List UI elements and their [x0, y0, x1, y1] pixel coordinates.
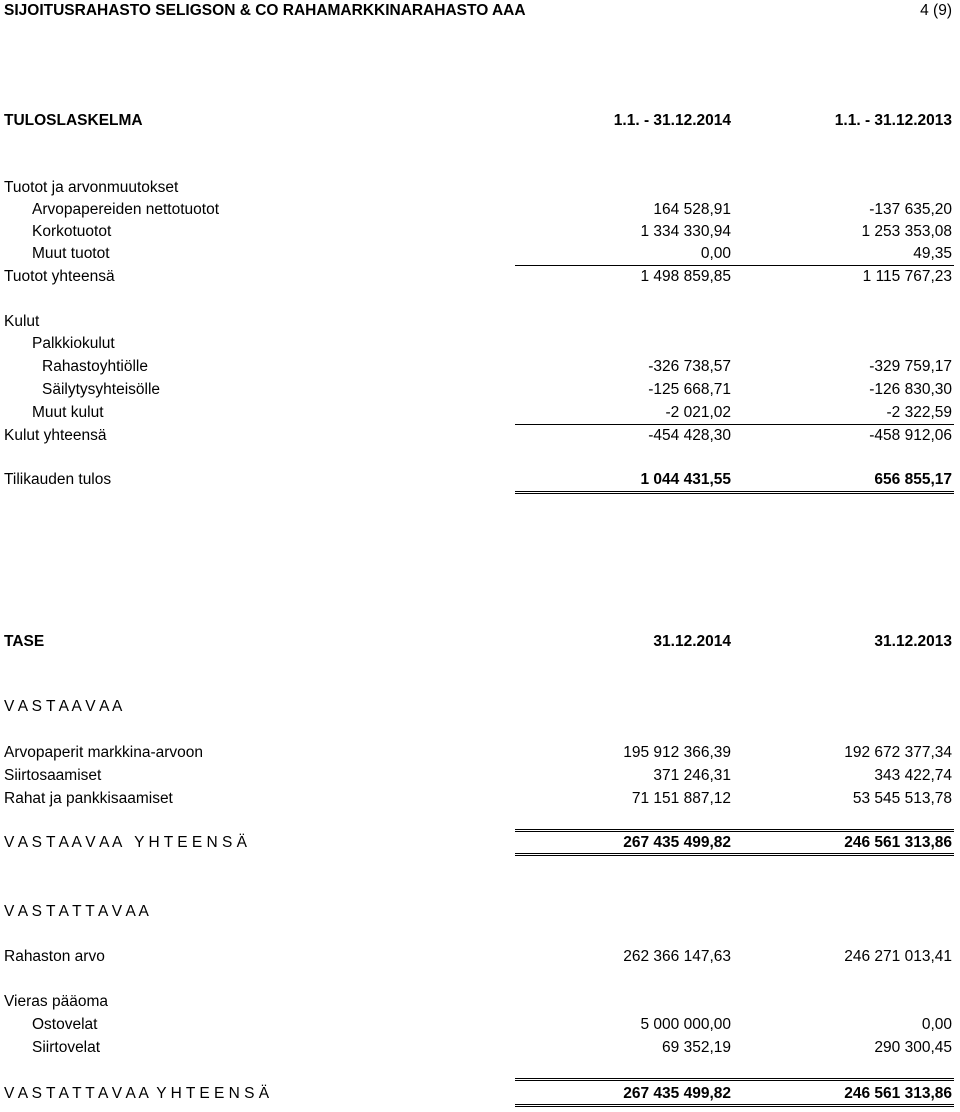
page-number: 4 (9) [920, 2, 952, 19]
row-label: Ostovelat [32, 1016, 98, 1033]
value-2013: 1 115 767,23 [862, 268, 952, 285]
table-row [0, 765, 960, 787]
value-2013: 0,00 [921, 1016, 952, 1033]
value-2014: 262 366 147,63 [623, 948, 731, 965]
value-2013: 246 271 013,41 [844, 948, 952, 965]
row-label: Muut tuotot [32, 245, 110, 262]
income-section-header [0, 177, 960, 199]
value-2014: 267 435 499,82 [623, 1085, 731, 1102]
table-row [0, 199, 960, 221]
costs-section-header [0, 311, 960, 333]
result-double-rule [515, 491, 738, 494]
row-label: Rahat ja pankkisaamiset [4, 790, 173, 807]
row-label: Kulut yhteensä [4, 427, 107, 444]
value-2013: 246 561 313,86 [844, 1085, 952, 1102]
total-double-rule [737, 853, 954, 856]
result-row [0, 469, 960, 491]
value-2013: 192 672 377,34 [844, 744, 952, 761]
period-2014: 1.1. - 31.12.2014 [613, 112, 731, 129]
value-2014: 371 246,31 [653, 767, 731, 784]
total-row [0, 832, 960, 854]
table-row [0, 1037, 960, 1059]
row-label: Siirtosaamiset [4, 767, 102, 784]
value-2014: -326 738,57 [648, 358, 731, 375]
row-label: Siirtovelat [32, 1039, 101, 1056]
table-row [0, 356, 960, 378]
balance-sheet-title: TASE [4, 633, 45, 650]
income-header-label: Tuotot ja arvonmuutokset [4, 179, 179, 196]
total-double-rule [737, 1104, 954, 1107]
table-row [0, 788, 960, 810]
balance-sheet-header [0, 631, 960, 653]
row-label: Rahastoyhtiölle [42, 358, 148, 375]
table-row [0, 402, 960, 424]
value-2013: -2 322,59 [886, 404, 952, 421]
date-2014: 31.12.2014 [653, 633, 731, 650]
table-row [0, 946, 960, 968]
liabilities-header-label: V A S T A T T A V A A [4, 903, 149, 920]
liabilities-section-header [0, 901, 960, 923]
value-2014: -125 668,71 [648, 381, 731, 398]
total-row [0, 1083, 960, 1105]
date-2013: 31.12.2013 [874, 633, 952, 650]
value-2013: 290 300,45 [874, 1039, 952, 1056]
table-row [0, 243, 960, 265]
value-2013: -137 635,20 [869, 201, 952, 218]
value-2014: 164 528,91 [653, 201, 731, 218]
debt-header-label: Vieras pääoma [4, 993, 108, 1010]
total-double-rule [515, 853, 738, 856]
page-header [0, 0, 960, 22]
result-double-rule [737, 491, 954, 494]
row-label: Rahaston arvo [4, 948, 105, 965]
table-row [0, 1014, 960, 1036]
period-2013: 1.1. - 31.12.2013 [834, 112, 952, 129]
row-label: Arvopaperit markkina-arvoon [4, 744, 204, 761]
total-double-rule [737, 829, 954, 832]
value-2013: 1 253 353,08 [861, 223, 952, 240]
value-2014: 1 334 330,94 [640, 223, 731, 240]
value-2013: -126 830,30 [869, 381, 952, 398]
value-2014: 1 044 431,55 [640, 471, 731, 488]
total-double-rule [515, 1078, 738, 1081]
value-2014: 1 498 859,85 [640, 268, 731, 285]
value-2014: 0,00 [700, 245, 731, 262]
row-label: Säilytysyhteisölle [42, 381, 161, 398]
row-label: Tilikauden tulos [4, 471, 112, 488]
table-row [0, 379, 960, 401]
total-double-rule [515, 1104, 738, 1107]
table-row [0, 221, 960, 243]
fees-subheader [0, 333, 960, 355]
debt-subheader [0, 991, 960, 1013]
table-row [0, 742, 960, 764]
row-label: V A S T A T T A V A A Y H T E E N S Ä [4, 1085, 270, 1102]
value-2013: 53 545 513,78 [852, 790, 952, 807]
value-2014: 5 000 000,00 [640, 1016, 731, 1033]
total-double-rule [515, 829, 738, 832]
fees-header-label: Palkkiokulut [32, 335, 115, 352]
row-label: Arvopapereiden nettotuotot [32, 201, 219, 218]
document-title: SIJOITUSRAHASTO SELIGSON & CO RAHAMARKKINARAHASTO AAA [4, 2, 526, 19]
row-label: Korkotuotot [32, 223, 112, 240]
income-statement-title: TULOSLASKELMA [4, 112, 143, 129]
row-label: V A S T A A V A A Y H T E E N S Ä [4, 834, 248, 851]
row-label: Tuotot yhteensä [4, 268, 115, 285]
assets-header-label: V A S T A A V A A [4, 698, 123, 715]
value-2013: 49,35 [913, 245, 952, 262]
costs-header-label: Kulut [4, 313, 40, 330]
assets-section-header [0, 696, 960, 718]
value-2013: -329 759,17 [869, 358, 952, 375]
total-double-rule [737, 1078, 954, 1081]
total-row [0, 266, 960, 288]
value-2014: 267 435 499,82 [623, 834, 731, 851]
value-2014: 71 151 887,12 [631, 790, 731, 807]
value-2014: 195 912 366,39 [623, 744, 731, 761]
value-2014: -2 021,02 [665, 404, 731, 421]
income-statement-header [0, 110, 960, 132]
value-2014: 69 352,19 [662, 1039, 731, 1056]
row-label: Muut kulut [32, 404, 104, 421]
total-row [0, 425, 960, 447]
value-2014: -454 428,30 [648, 427, 731, 444]
value-2013: -458 912,06 [869, 427, 952, 444]
value-2013: 656 855,17 [874, 471, 952, 488]
value-2013: 343 422,74 [874, 767, 952, 784]
value-2013: 246 561 313,86 [844, 834, 952, 851]
